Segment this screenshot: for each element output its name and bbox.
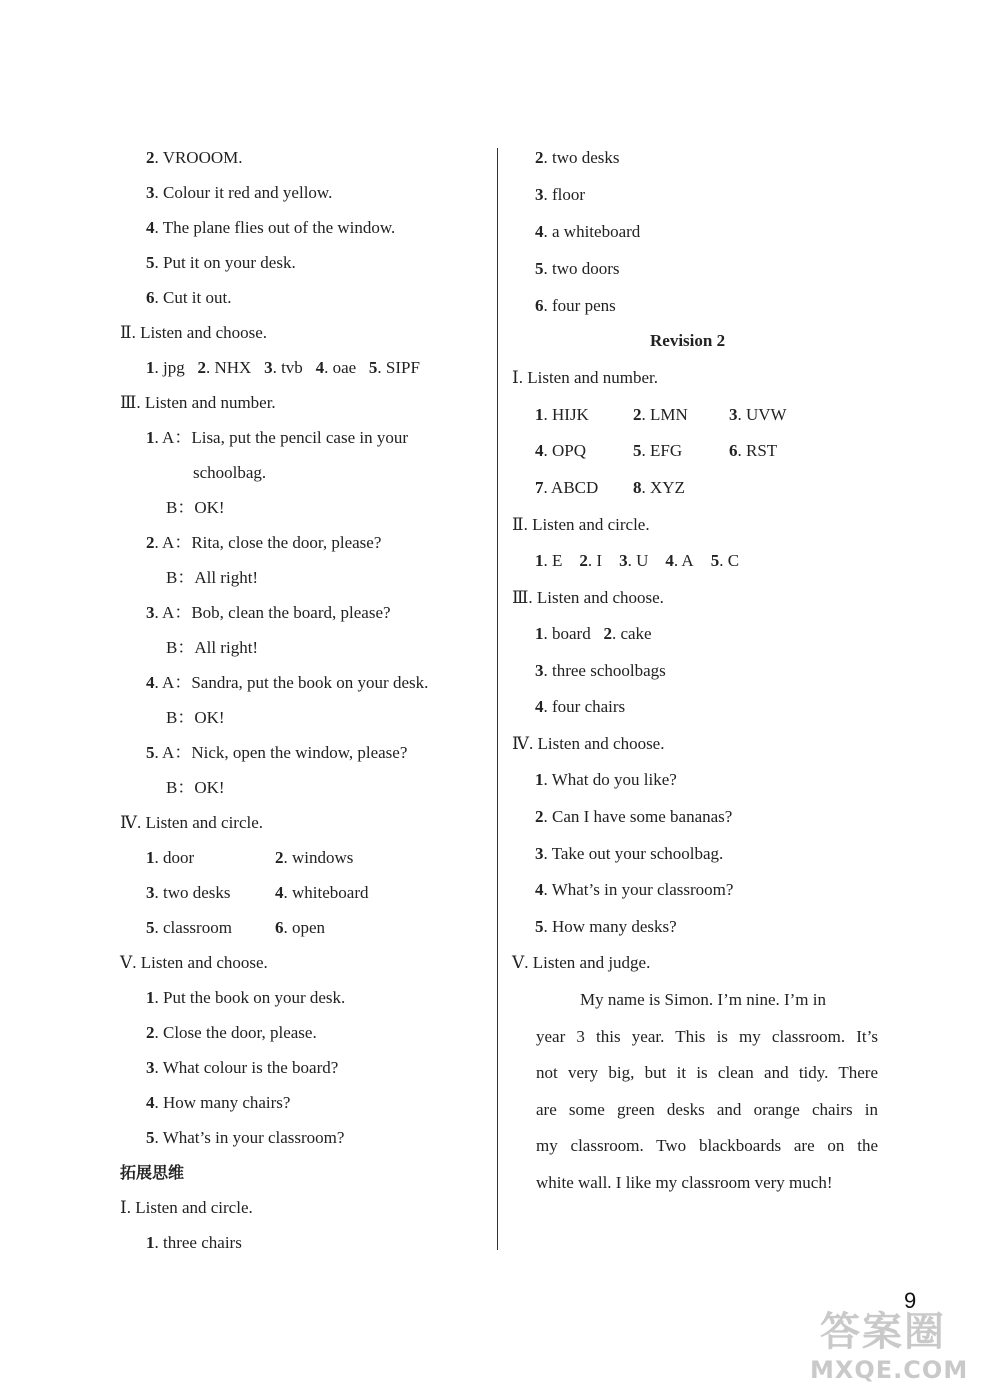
s5-item-2: 2. Close the door, please. <box>146 1023 317 1042</box>
dialog-2-a: 2. A：Rita, close the door, please? <box>146 533 382 552</box>
dialog-1-a-cont: schoolbag. <box>193 463 267 482</box>
revision-title: Revision 2 <box>650 331 726 350</box>
passage-line-1: My name is Simon. I’m nine. I’m in <box>580 990 827 1009</box>
dialog-4-a: 4. A：Sandra, put the book on your desk. <box>146 673 429 692</box>
passage-line-4: are some green desks and orange chairs in <box>536 1100 878 1119</box>
right-item-2: 2. two desks <box>535 148 620 167</box>
left-item-3: 3. Colour it red and yellow. <box>146 183 333 202</box>
r1-item-6: 6. RST <box>729 441 778 460</box>
section-2-answers: 1. jpg 2. NHX 3. tvb 4. oae 5. SIPF <box>146 358 420 377</box>
page-number: 9 <box>904 1288 917 1313</box>
r4-item-4: 4. What’s in your classroom? <box>535 880 734 899</box>
s5-item-1: 1. Put the book on your desk. <box>146 988 346 1007</box>
passage-line-3: not very big, but it is clean and tidy. There <box>536 1063 878 1082</box>
passage-line-2: year 3 this year. This is my classroom. It’s <box>536 1027 878 1046</box>
right-item-4: 4. a whiteboard <box>535 222 641 241</box>
r4-item-1: 1. What do you like? <box>535 770 677 789</box>
r1-item-3: 3. UVW <box>729 405 787 424</box>
r2-heading: Ⅱ. Listen and circle. <box>512 515 650 534</box>
dialog-1-a: 1. A：Lisa, put the pencil case in your <box>146 428 409 447</box>
watermark-url: MXQE.COM <box>810 1356 969 1384</box>
dialog-3-a: 3. A：Bob, clean the board, please? <box>146 603 391 622</box>
extension-item-1: 1. three chairs <box>146 1233 242 1252</box>
r1-item-2: 2. LMN <box>633 405 688 424</box>
dialog-1-b: B：OK! <box>166 498 225 517</box>
passage-line-6: white wall. I like my classroom very much! <box>536 1173 833 1192</box>
watermark-logo <box>810 1300 990 1388</box>
r3-item-4: 4. four chairs <box>535 697 626 716</box>
r4-heading: Ⅳ. Listen and choose. <box>512 734 665 753</box>
r1-item-8: 8. XYZ <box>633 478 685 497</box>
s4-item-1: 1. door <box>146 848 195 867</box>
left-item-2: 2. VROOOM. <box>146 148 243 167</box>
r3-heading: Ⅲ. Listen and choose. <box>512 588 664 607</box>
section-4-heading: Ⅳ. Listen and circle. <box>120 813 264 832</box>
section-3-heading: Ⅲ. Listen and number. <box>120 393 276 412</box>
dialog-3-b: B：All right! <box>166 638 259 657</box>
s5-item-4: 4. How many chairs? <box>146 1093 291 1112</box>
right-item-6: 6. four pens <box>535 296 616 315</box>
s4-item-6: 6. open <box>275 918 326 937</box>
watermark-top-text: 答案圈 <box>820 1309 946 1355</box>
r2-answers: 1. E 2. I 3. U 4. A 5. C <box>535 551 740 570</box>
r1-item-4: 4. OPQ <box>535 441 587 460</box>
left-item-4: 4. The plane flies out of the window. <box>146 218 396 237</box>
r1-item-1: 1. HIJK <box>535 405 589 424</box>
right-item-5: 5. two doors <box>535 259 620 278</box>
dialog-5-b: B：OK! <box>166 778 225 797</box>
column-divider <box>497 148 498 1250</box>
s5-item-5: 5. What’s in your classroom? <box>146 1128 345 1147</box>
s4-item-2: 2. windows <box>275 848 354 867</box>
r1-item-5: 5. EFG <box>633 441 683 460</box>
right-item-3: 3. floor <box>535 185 586 204</box>
section-5-heading: Ⅴ. Listen and choose. <box>120 953 268 972</box>
r5-heading: Ⅴ. Listen and judge. <box>512 953 651 972</box>
s5-item-3: 3. What colour is the board? <box>146 1058 339 1077</box>
dialog-5-a: 5. A：Nick, open the window, please? <box>146 743 408 762</box>
dialog-2-b: B：All right! <box>166 568 259 587</box>
passage-line-5: my classroom. Two blackboards are on the <box>536 1136 878 1155</box>
left-item-5: 5. Put it on your desk. <box>146 253 296 272</box>
left-item-6: 6. Cut it out. <box>146 288 232 307</box>
s4-item-5: 5. classroom <box>146 918 232 937</box>
r3-row-1: 1. board 2. cake <box>535 624 652 643</box>
r1-item-7: 7. ABCD <box>535 478 599 497</box>
r4-item-5: 5. How many desks? <box>535 917 677 936</box>
r4-item-3: 3. Take out your schoolbag. <box>535 844 724 863</box>
extension-heading: 拓展思维 <box>120 1163 185 1182</box>
r1-heading: Ⅰ. Listen and number. <box>512 368 658 387</box>
s4-item-4: 4. whiteboard <box>275 883 369 902</box>
s4-item-3: 3. two desks <box>146 883 231 902</box>
r3-item-3: 3. three schoolbags <box>535 661 666 680</box>
extension-subheading: Ⅰ. Listen and circle. <box>120 1198 253 1217</box>
r4-item-2: 2. Can I have some bananas? <box>535 807 733 826</box>
section-2-heading: Ⅱ. Listen and choose. <box>120 323 268 342</box>
dialog-4-b: B：OK! <box>166 708 225 727</box>
